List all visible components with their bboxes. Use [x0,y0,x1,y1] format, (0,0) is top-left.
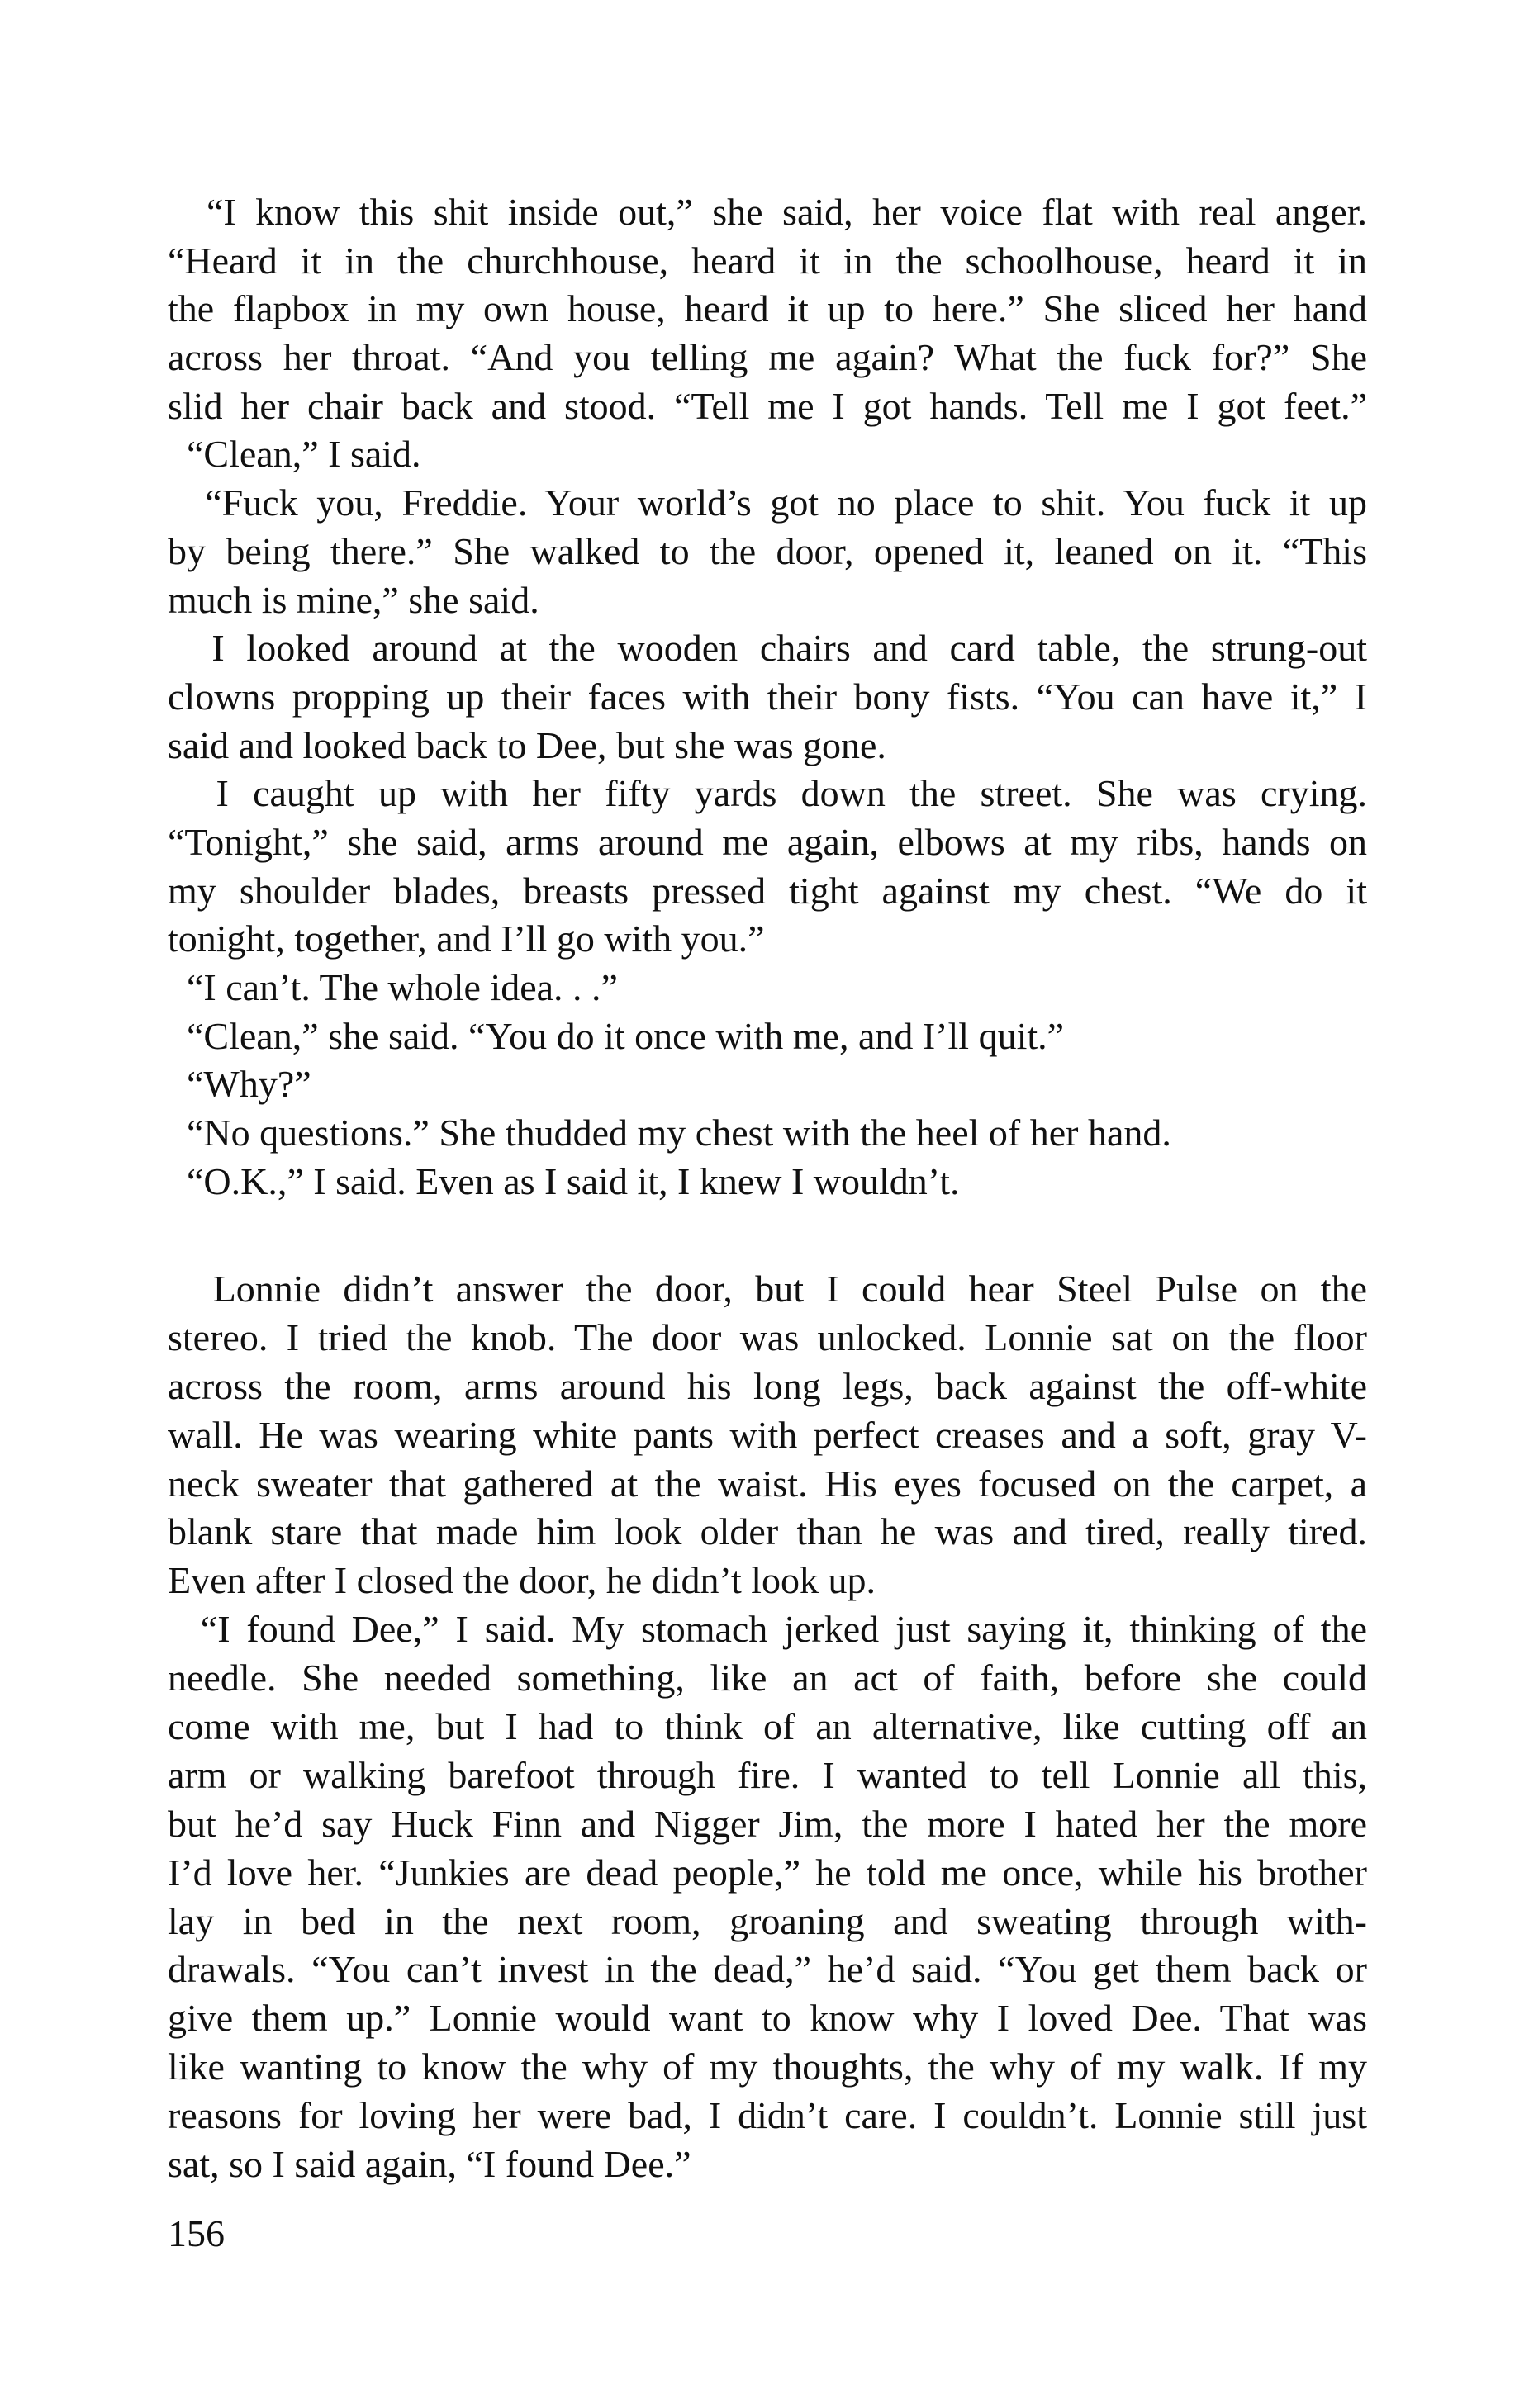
text-line: I looked around at the wooden chairs and card table, the strung-out [168,627,1367,670]
text-line: sat, so I said again, “I found Dee.” [168,2143,691,2186]
text-line: I caught up with her fifty yards down the street. She was crying. [168,772,1367,815]
text-line: “I know this shit inside out,” she said, her voice flat with real anger. [168,191,1367,233]
text-line: said and looked back to Dee, but she was gone. [168,723,886,766]
text-line: reasons for loving her were bad, I didn’t care. I couldn’t. Lonnie still just [168,2094,1367,2137]
text-line: “Clean,” I said. [168,433,421,476]
text-line: give them up.” Lonnie would want to know why I loved Dee. That was [168,1997,1367,2040]
text-section-1 [168,188,1367,1206]
text-line: Even after I closed the door, he didn’t look up. [168,1559,876,1602]
text-line: “Clean,” she said. “You do it once with me, and I’ll quit.” [168,1014,1065,1057]
text-line: clowns propping up their faces with their bony fists. “You can have it,” I [168,675,1367,718]
text-line: stereo. I tried the knob. The door was unlocked. Lonnie sat on the floor [168,1315,1367,1358]
text-section-2 [168,1265,1367,2189]
text-line: drawals. “You can’t invest in the dead,” he’d said. “You get them back or [168,1948,1367,1991]
text-line: “Heard it in the churchhouse, heard it in the schoolhouse, heard it in [168,239,1367,282]
page-number: 156 [168,2212,225,2254]
text-line: my shoulder blades, breasts pressed tight against my chest. “We do it [168,869,1367,912]
text-line: across the room, arms around his long legs, back against the off-white [168,1364,1367,1407]
text-line: blank stare that made him look older than he was and tired, really tired. [168,1510,1367,1553]
text-line: lay in bed in the next room, groaning and sweating through with- [168,1899,1367,1942]
text-line: wall. He was wearing white pants with perfect creases and a soft, gray V- [168,1413,1367,1456]
text-line: slid her chair back and stood. “Tell me I got hands. Tell me I got feet.” [168,384,1367,427]
text-line: tonight, together, and I’ll go with you.” [168,917,765,960]
text-line: but he’d say Huck Finn and Nigger Jim, the more I hated her the more [168,1802,1367,1845]
text-line: by being there.” She walked to the door, opened it, leaned on it. “This [168,529,1367,572]
text-line: I’d love her. “Junkies are dead people,” he told me once, while his brother [168,1851,1367,1894]
text-line: Lonnie didn’t answer the door, but I could hear Steel Pulse on the [168,1268,1367,1310]
text-line: neck sweater that gathered at the waist. His eyes focused on the carpet, a [168,1462,1367,1505]
text-line: “I found Dee,” I said. My stomach jerked just saying it, thinking of the [168,1608,1367,1651]
text-line: “Tonight,” she said, arms around me again, elbows at my ribs, hands on [168,820,1367,863]
text-line: “Why?” [168,1063,311,1106]
text-line: come with me, but I had to think of an alternative, like cutting off an [168,1705,1367,1748]
text-line: arm or walking barefoot through fire. I wanted to tell Lonnie all this, [168,1753,1367,1796]
text-line: much is mine,” she said. [168,578,539,621]
text-line: needle. She needed something, like an act of faith, before she could [168,1657,1367,1699]
text-line: “No questions.” She thudded my chest with the heel of her hand. [168,1112,1171,1154]
text-line: like wanting to know the why of my thoughts, the why of my walk. If my [168,2045,1367,2088]
text-line: “Fuck you, Freddie. Your world’s got no place to shit. You fuck it up [168,481,1367,524]
text-line: across her throat. “And you telling me again? What the fuck for?” She [168,336,1367,379]
text-line: “O.K.,” I said. Even as I said it, I knew I wouldn’t. [168,1159,960,1202]
text-line: the flapbox in my own house, heard it up to here.” She sliced her hand [168,287,1367,330]
text-line: “I can’t. The whole idea. . .” [168,966,618,1008]
